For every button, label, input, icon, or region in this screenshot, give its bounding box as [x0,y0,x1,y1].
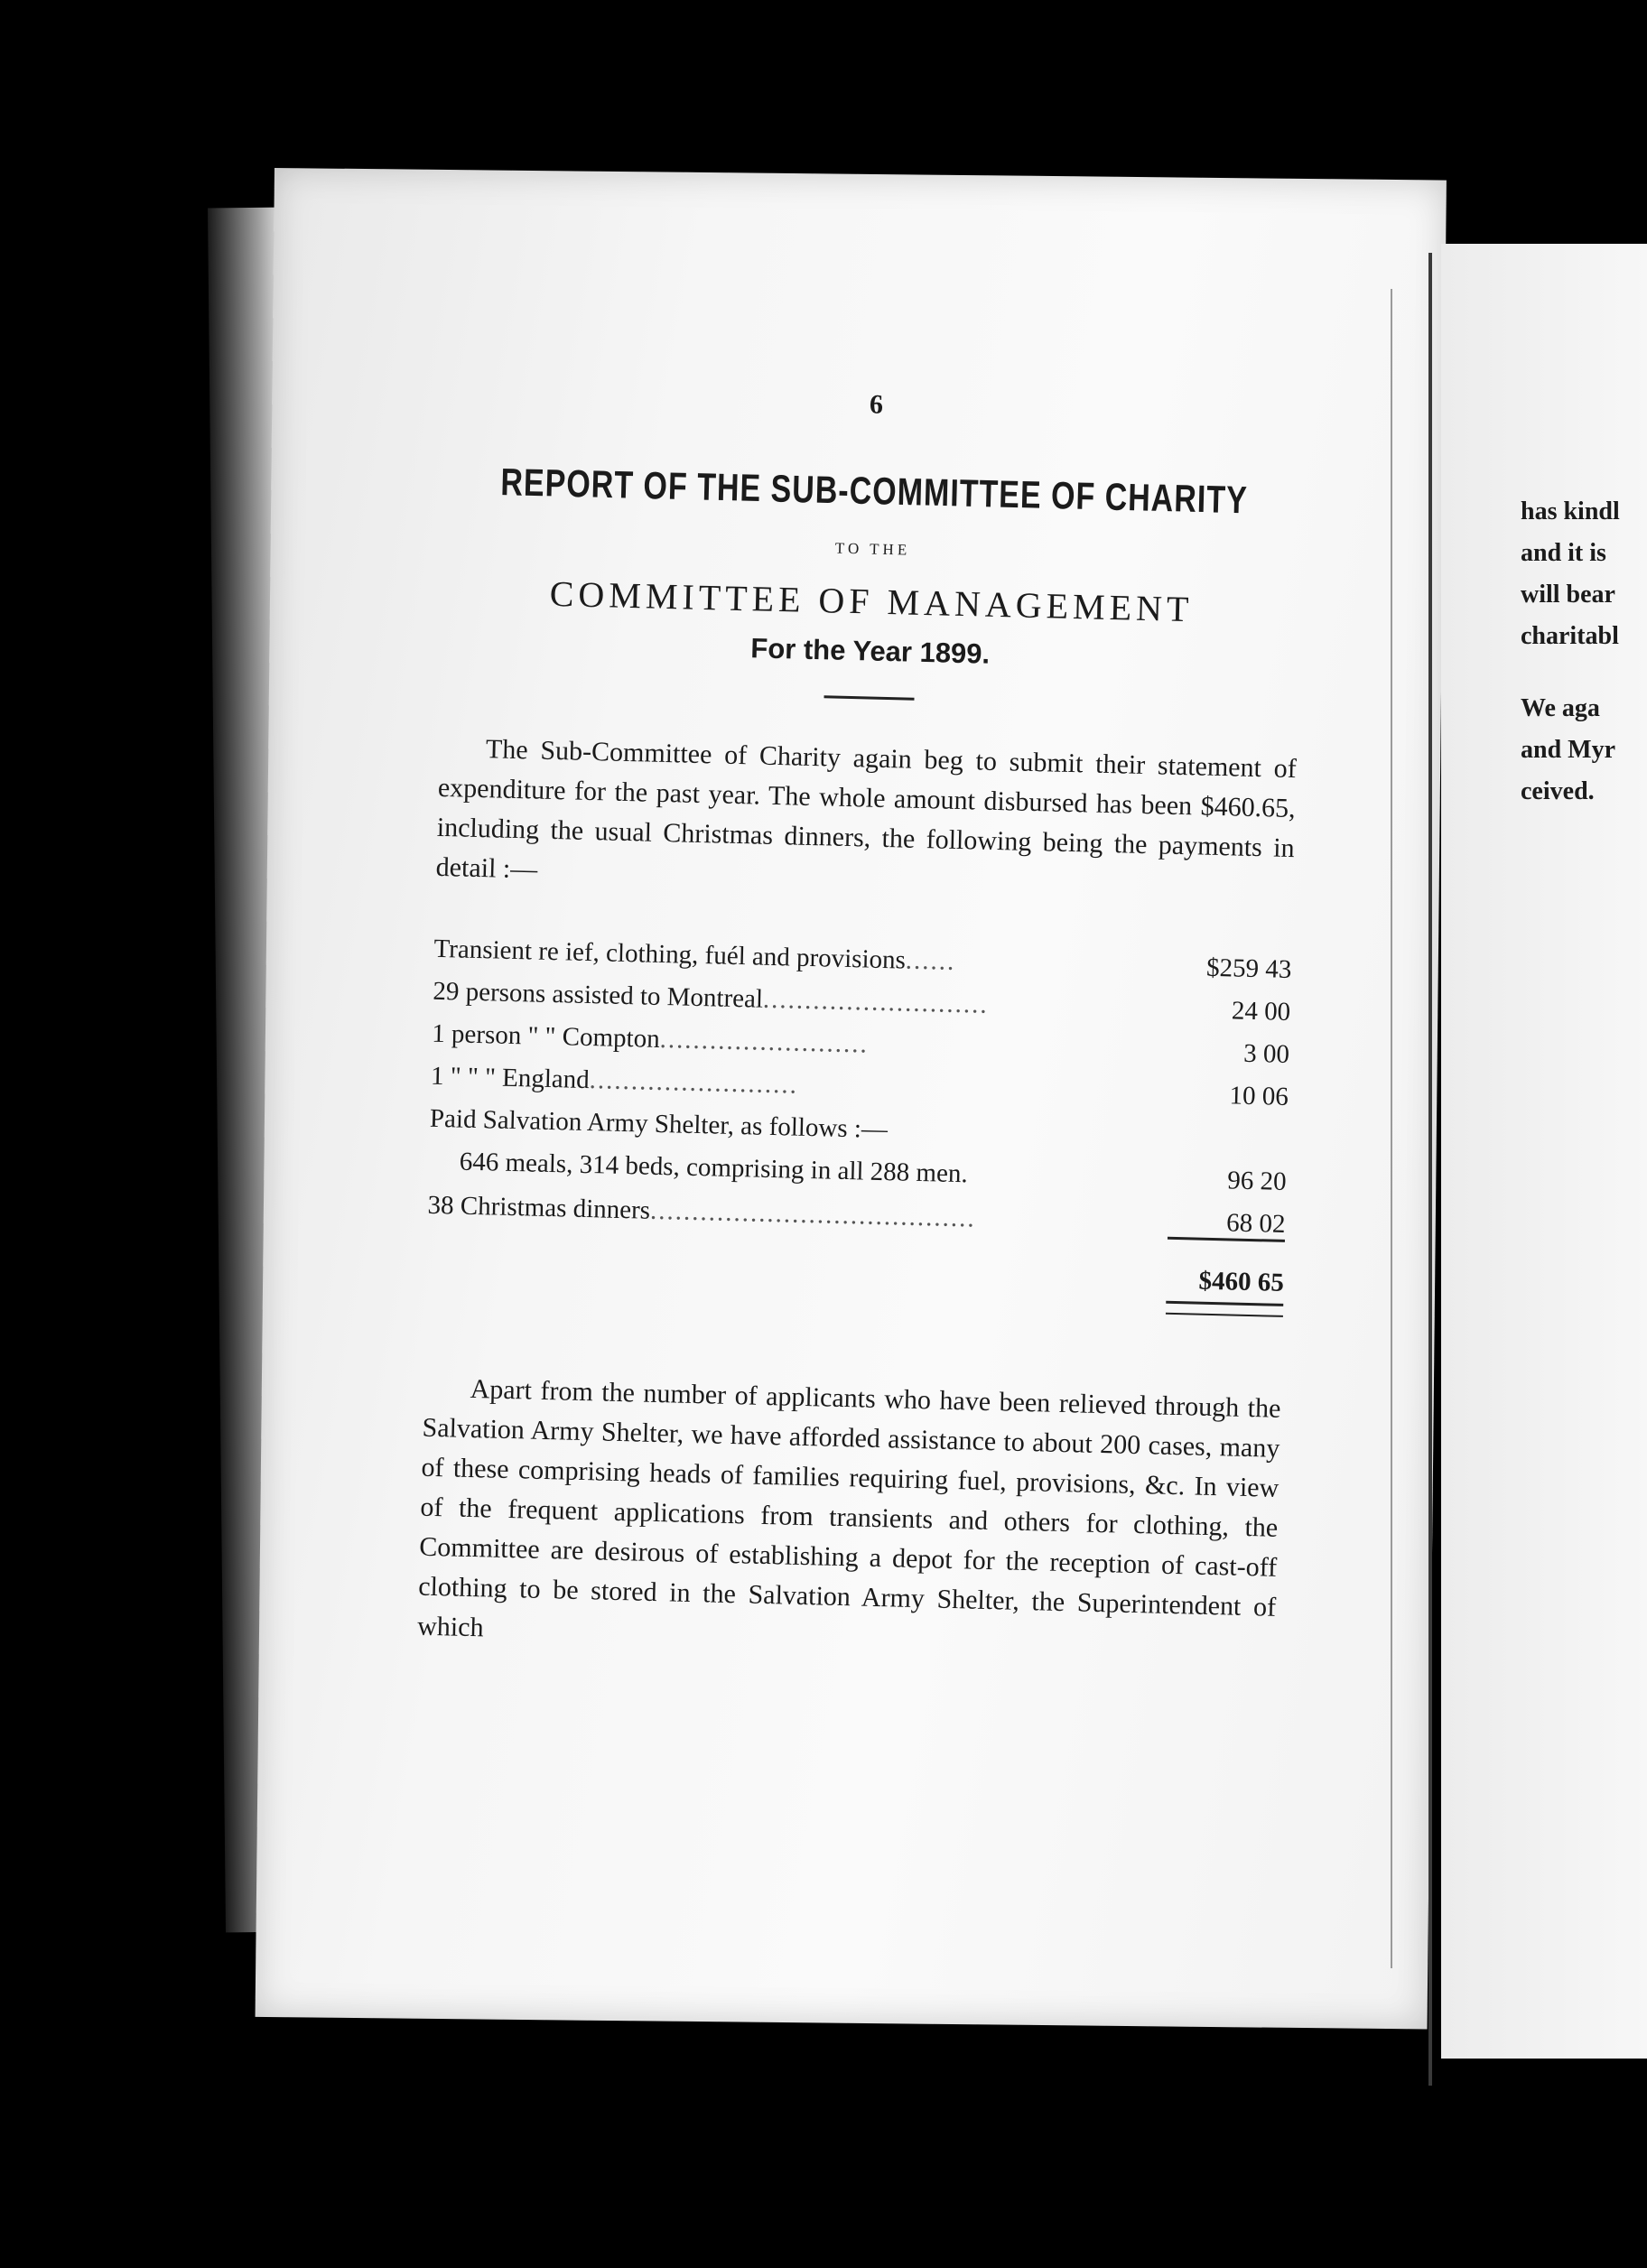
expense-description: 1 " " " England [430,1061,591,1095]
facing-page-line: We aga [1521,694,1600,722]
expense-amount: 96 20 [1226,1166,1287,1196]
committee-title: COMMITTEE OF MANAGEMENT [549,572,1194,630]
leader-dots: ......................... [589,1065,799,1100]
expense-description: 29 persons assisted to Montreal [433,976,764,1014]
leader-dots: ........................... [762,984,990,1019]
facing-page-line: ceived. [1521,777,1595,805]
expense-table [426,922,1292,1298]
expense-amount: 24 00 [1231,996,1291,1027]
year-title: For the Year 1899. [749,632,991,670]
section-rule [824,695,914,700]
facing-page-line: and it is [1521,539,1606,567]
facing-page-line: has kindl [1521,497,1620,525]
total-amount: $460 65 [1166,1238,1285,1298]
expense-description: Paid Salvation Army Shelter, as follows :— [429,1103,889,1145]
total-double-rule [1166,1301,1283,1317]
intro-paragraph: The Sub-Committee of Charity again beg to submit their statement of expenditure for the past year. The whole amount disbursed has been $460.65, including the usual Christmas dinners, the following being the payments in detail :— [435,734,1298,885]
page-content [416,379,1306,1702]
leader-dots: ......................... [659,1024,870,1059]
page-gutter [1428,253,1432,2086]
facing-page-text [1521,491,1647,813]
facing-page-line: and Myr [1521,736,1615,764]
expense-amount [1169,1110,1288,1155]
paragraph-gap [1521,657,1647,688]
second-paragraph: Apart from the number of applicants who have been relieved through the Salvation Army Shelter, we have afforded assistance to about 200 cases, many of these comprising heads of families requiring fuel, provisions, &c. In view of the frequent applications from transients and others for clothing, the Committee are desirous of establishing a depot for the reception of cast-off clothing to be stored in the Salvation Army Shelter, the Superintendent of which [416,1373,1281,1643]
expense-amount: 3 00 [1242,1038,1290,1069]
expense-description: Transient re ief, clothing, fuél and provisions [433,934,907,975]
page-fold-line [1391,289,1392,1968]
expense-description: 646 meals, 314 beds, comprising in all 288 men. [459,1147,969,1189]
expense-amount: 68 02 [1225,1208,1286,1239]
report-title: REPORT OF THE SUB-COMMITTEE OF CHARITY [499,460,1249,523]
expense-description: 1 person " " Compton [431,1018,661,1054]
facing-page-line: will bear [1521,581,1615,609]
expense-description: 38 Christmas dinners [427,1190,651,1225]
expense-amount: 10 06 [1229,1081,1289,1111]
to-the-subtitle: TO THE [834,539,911,559]
page-number: 6 [869,389,884,420]
leader-dots: ...... [905,945,956,976]
expense-amount: $259 43 [1205,953,1292,985]
facing-page-line: charitabl [1521,622,1619,650]
leader-dots: ....................................... [649,1195,977,1233]
